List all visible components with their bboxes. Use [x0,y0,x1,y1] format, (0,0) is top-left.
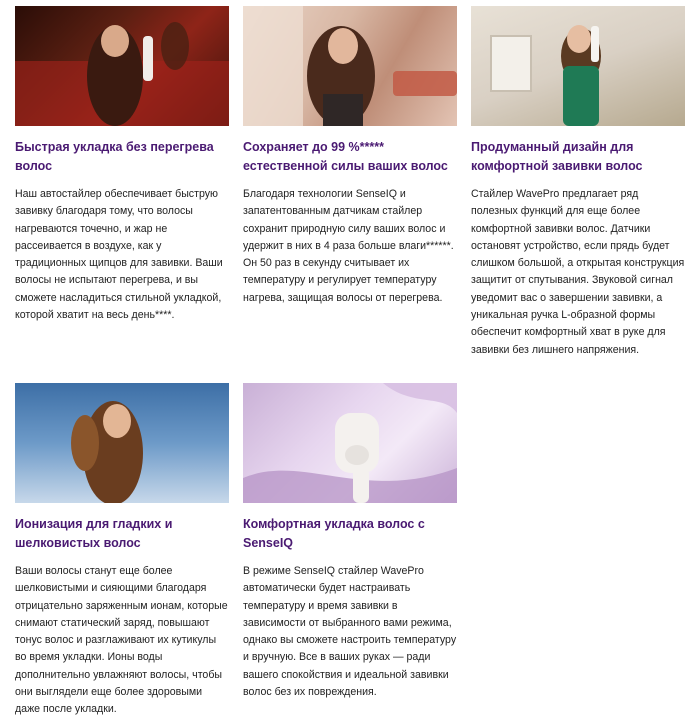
feature-card [243,383,457,701]
hair-styling-photo [15,6,229,126]
card-title: Быстрая укладка без перегрева волос [15,140,214,173]
feature-card [15,6,229,324]
hair-styling-photo [243,6,457,126]
card-description: В режиме SenseIQ стайлер WavePro автоматически будет настраивать температуру и время завивки в зависимости от выбранного вами режима, однако вы сможете настроить температуру и вручную. Все в ваших руках — ради вашего спокойствия и идеальной завивки волос без их повреждения. [243,565,457,699]
card-description: Ваши волосы станут еще более шелковистыми и сияющими благодаря отрицательно заряженным ионам, которые снимают статический заряд, повышают тонус волос и разглаживают их кутикулы во время укладки. Ионы воды дополнительно увлажняют волосы, чтобы они выглядели еще более здоровыми даже после укладки. [15,565,228,716]
card-title: Сохраняет до 99 %***** естественной силы ваших волос [243,140,448,173]
card-title: Продуманный дизайн для комфортной завивки волос [471,140,643,173]
feature-card [243,6,457,307]
card-description: Наш автостайлер обеспечивает быструю завивку благодаря тому, что волосы нагреваются точечно, и жар не рассеивается в воздухе, как у традиционных щипцов для завивки. Ваши волосы не испытают перегрева, и вы сможете насладиться стильной укладкой, которой хватит на весь день****. [15,188,223,322]
photo-illustration [15,6,229,126]
photo-illustration [243,6,457,126]
card-description: Стайлер WavePro предлагает ряд полезных функций для еще более комфортной завивки волос. Датчики остановят устройство, если прядь будет слишком большой, а открытая конструкция защитит от спутывания. Звуковой сигнал уведомит вас о завершении завивки, а уникальная ручка L-образной формы обеспечит комфортный хват в руке для завивки без лишнего напряжения. [471,188,685,356]
feature-card [15,383,229,719]
card-description: Благодаря технологии SenseIQ и запатентованным датчикам стайлер сохранит природную силу ваших волос и удержит в них в 4 раза больше влаги******. Он 50 раз в секунду считывает их температуру и регулирует температуру нагрева, защищая волосы от перегрева. [243,188,454,304]
photo-illustration [471,6,685,126]
hair-styling-photo [15,383,229,503]
product-photo [243,383,457,503]
photo-illustration [243,383,457,503]
hair-styling-photo [471,6,685,126]
photo-illustration [15,383,229,503]
feature-card [471,6,685,359]
card-title: Комфортная укладка волос с SenseIQ [243,517,425,550]
card-title: Ионизация для гладких и шелковистых волос [15,517,173,550]
